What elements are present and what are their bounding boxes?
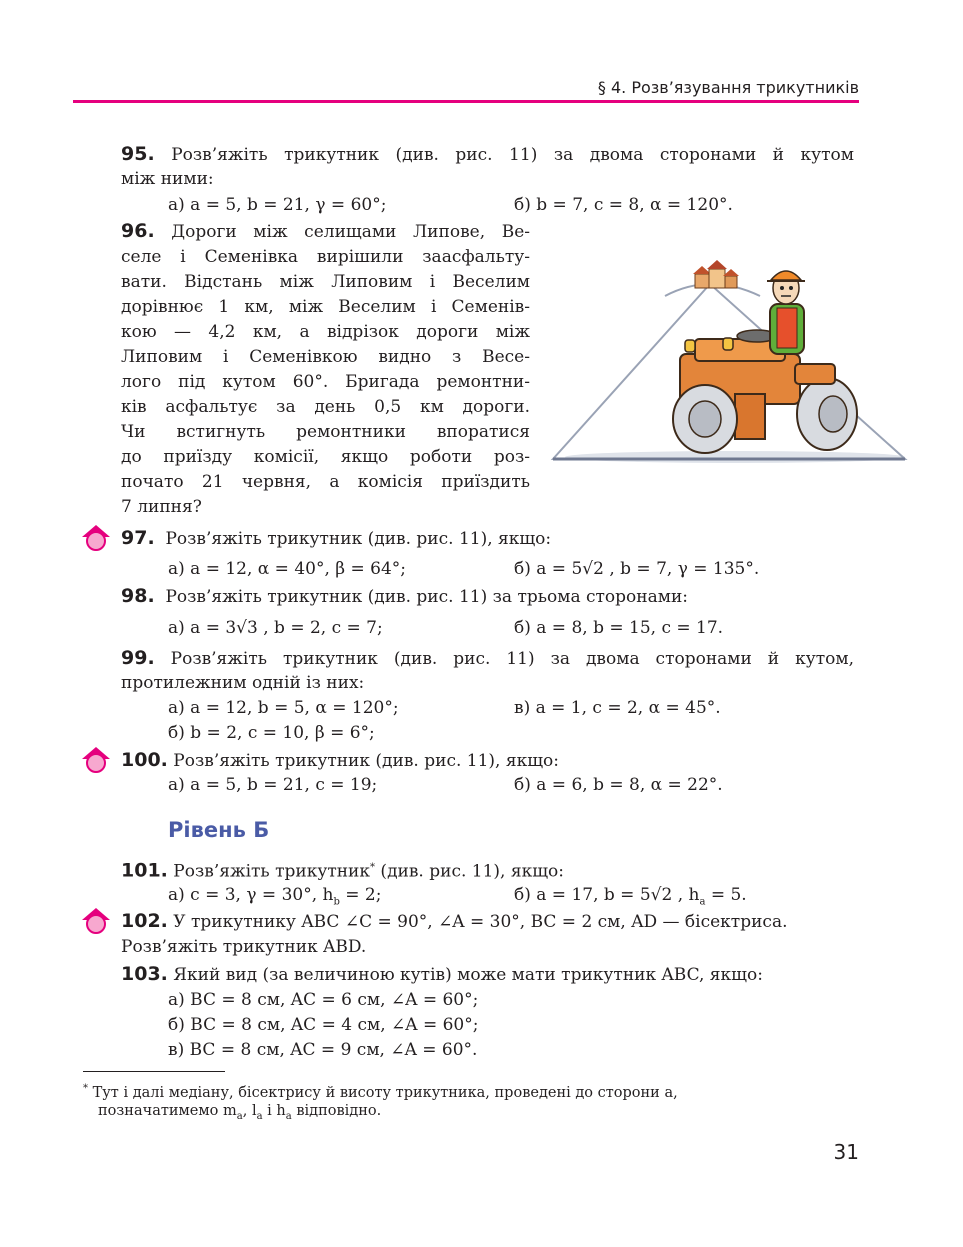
worker-driver [767, 271, 805, 354]
problem-95-option-b: б) b = 7, c = 8, α = 120°. [514, 195, 733, 215]
problem-100-line-1 [121, 749, 559, 772]
problem-96-text-6: Липовим і Семенівкою видно з Весе- [121, 347, 530, 367]
problem-101-line-1 [121, 857, 564, 883]
problem-96-text-7: лого під кутом 60°. Бригада ремонтни- [121, 372, 530, 392]
road-roller [673, 330, 857, 453]
footnote-text-2a: позначатимемо m [98, 1103, 237, 1119]
problem-100-option-a: а) a = 5, b = 21, c = 19; [168, 775, 378, 795]
problem-101-option-b-end: = 5. [705, 885, 747, 905]
problem-96-text-2: селе і Семенівка вирішили заасфальту- [121, 247, 530, 267]
problem-101-option-b-sub: a [699, 896, 706, 908]
problem-101-option-a-end: = 2; [339, 885, 382, 905]
difficulty-marker-icon [82, 747, 110, 773]
problem-96-text-12: 7 липня? [121, 497, 202, 517]
problem-95-number: 95. [121, 143, 155, 165]
problem-100-option-b: б) a = 6, b = 8, α = 22°. [514, 775, 723, 795]
level-title: Рівень Б [168, 818, 270, 842]
problem-101-text-1: Розв’яжіть трикутник [173, 861, 371, 882]
problem-97-number: 97. [121, 527, 155, 549]
problem-97-option-b: б) a = 5√2 , b = 7, γ = 135°. [514, 559, 760, 579]
problem-96-number: 96. [121, 220, 155, 242]
problem-96-text-1: Дороги між селищами Липове, Ве- [171, 222, 531, 242]
problem-98-option-a: а) a = 3√3 , b = 2, c = 7; [168, 618, 383, 638]
problem-99-option-b: б) b = 2, c = 10, β = 6°; [168, 723, 375, 743]
problem-102-text-1: У трикутнику ABC ∠C = 90°, ∠A = 30°, BC = 2 см, AD — бісектриса. [173, 912, 788, 932]
problem-101-footnote-star: * [370, 862, 376, 873]
problem-101-option-b [514, 884, 747, 913]
problem-95-text-1: Розв’яжіть трикутник (див. рис. 11) за двома сторонами й кутом [171, 145, 855, 165]
difficulty-marker-icon [82, 908, 110, 934]
problem-103-text-1: Який вид (за величиною кутів) може мати трикутник ABC, якщо: [173, 965, 763, 985]
problem-99-option-a: а) a = 12, b = 5, α = 120°; [168, 698, 399, 718]
problem-102-line-1 [121, 910, 788, 933]
problem-96-text-4: дорівнює 1 км, між Веселим і Семенів- [121, 297, 530, 317]
problem-97-text-1: Розв’яжіть трикутник (див. рис. 11), якщо: [165, 529, 552, 549]
footnote-text-2c: і h [262, 1103, 286, 1119]
problem-101-option-a [168, 884, 381, 913]
village-houses [693, 260, 739, 288]
footnote-rule [83, 1071, 225, 1072]
road-roller-illustration [545, 254, 913, 472]
problem-98-text-1: Розв’яжіть трикутник (див. рис. 11) за трьома сторонами: [165, 587, 689, 607]
problem-100-text-1: Розв’яжіть трикутник (див. рис. 11), якщо: [173, 751, 559, 771]
footnote-text-1: Тут і далі медіану, бісектрису й висоту трикутника, проведені до сторони a, [92, 1084, 678, 1101]
problem-102-text-2: Розв’яжіть трикутник ABD. [121, 937, 367, 957]
problem-95-line-1 [121, 143, 854, 166]
problem-99-text-2: протилежним одній із них: [121, 673, 365, 693]
problem-96-text-3: вати. Відстань між Липовим і Веселим [121, 272, 530, 292]
problem-103-option-a: а) BC = 8 см, AC = 6 см, ∠A = 60°; [168, 990, 479, 1010]
problem-102-number: 102. [121, 910, 168, 932]
shadow [565, 451, 905, 463]
problem-96-text-11: почато 21 червня, а комісія приїздить [121, 472, 530, 492]
running-header: § 4. Розв’язування трикутників [597, 78, 859, 97]
problem-99-line-1 [121, 647, 854, 670]
footnote-text-2d: відповідно. [291, 1103, 382, 1119]
problem-99-option-v: в) a = 1, c = 2, α = 45°. [514, 698, 721, 718]
footnote-line-1 [83, 1079, 678, 1103]
problem-96-text-8: ків асфальтує за день 0,5 км дороги. [121, 397, 530, 417]
problem-97-line-1 [121, 527, 551, 550]
problem-98-line-1 [121, 585, 688, 608]
problem-96-text-9: Чи встигнуть ремонтники впоратися [121, 422, 530, 442]
problem-96-line-1 [121, 220, 530, 243]
problem-103-line-1 [121, 963, 763, 986]
footnote-sub-1: a [236, 1110, 243, 1122]
footnote-star: * [83, 1083, 88, 1094]
problem-95-option-a: а) a = 5, b = 21, γ = 60°; [168, 195, 387, 215]
page-number: 31 [833, 1140, 859, 1164]
problem-97-option-a: а) a = 12, α = 40°, β = 64°; [168, 559, 407, 579]
problem-101-option-a-text: а) c = 3, γ = 30°, h [168, 885, 334, 905]
footnote-line-2 [98, 1101, 381, 1127]
problem-101-option-b-text: б) a = 17, b = 5√2 , h [514, 885, 700, 905]
header-rule [73, 100, 859, 103]
problem-99-number: 99. [121, 647, 155, 669]
problem-98-number: 98. [121, 585, 155, 607]
footnote-text-2b: , l [242, 1103, 257, 1119]
problem-95-text-2: між ними: [121, 169, 214, 189]
problem-101-number: 101. [121, 859, 168, 882]
footnote-sub-3: a [285, 1110, 292, 1122]
problem-103-option-v: в) BC = 8 см, AC = 9 см, ∠A = 60°. [168, 1040, 478, 1060]
footnote-sub-2: a [256, 1110, 263, 1122]
problem-101-text-1b: (див. рис. 11), якщо: [375, 861, 564, 882]
problem-100-number: 100. [121, 749, 168, 771]
problem-96-text-10: до приїзду комісії, якщо роботи роз- [121, 447, 530, 467]
problem-96-text-5: кою — 4,2 км, а відрізок дороги між [121, 322, 530, 342]
problem-103-number: 103. [121, 963, 168, 985]
problem-103-option-b: б) BC = 8 см, AC = 4 см, ∠A = 60°; [168, 1015, 479, 1035]
problem-99-text-1: Розв’яжіть трикутник (див. рис. 11) за двома сторонами й кутом, [170, 649, 854, 669]
problem-101-option-a-sub: b [333, 896, 340, 908]
problem-98-option-b: б) a = 8, b = 15, c = 17. [514, 618, 724, 638]
difficulty-marker-icon [82, 525, 110, 551]
